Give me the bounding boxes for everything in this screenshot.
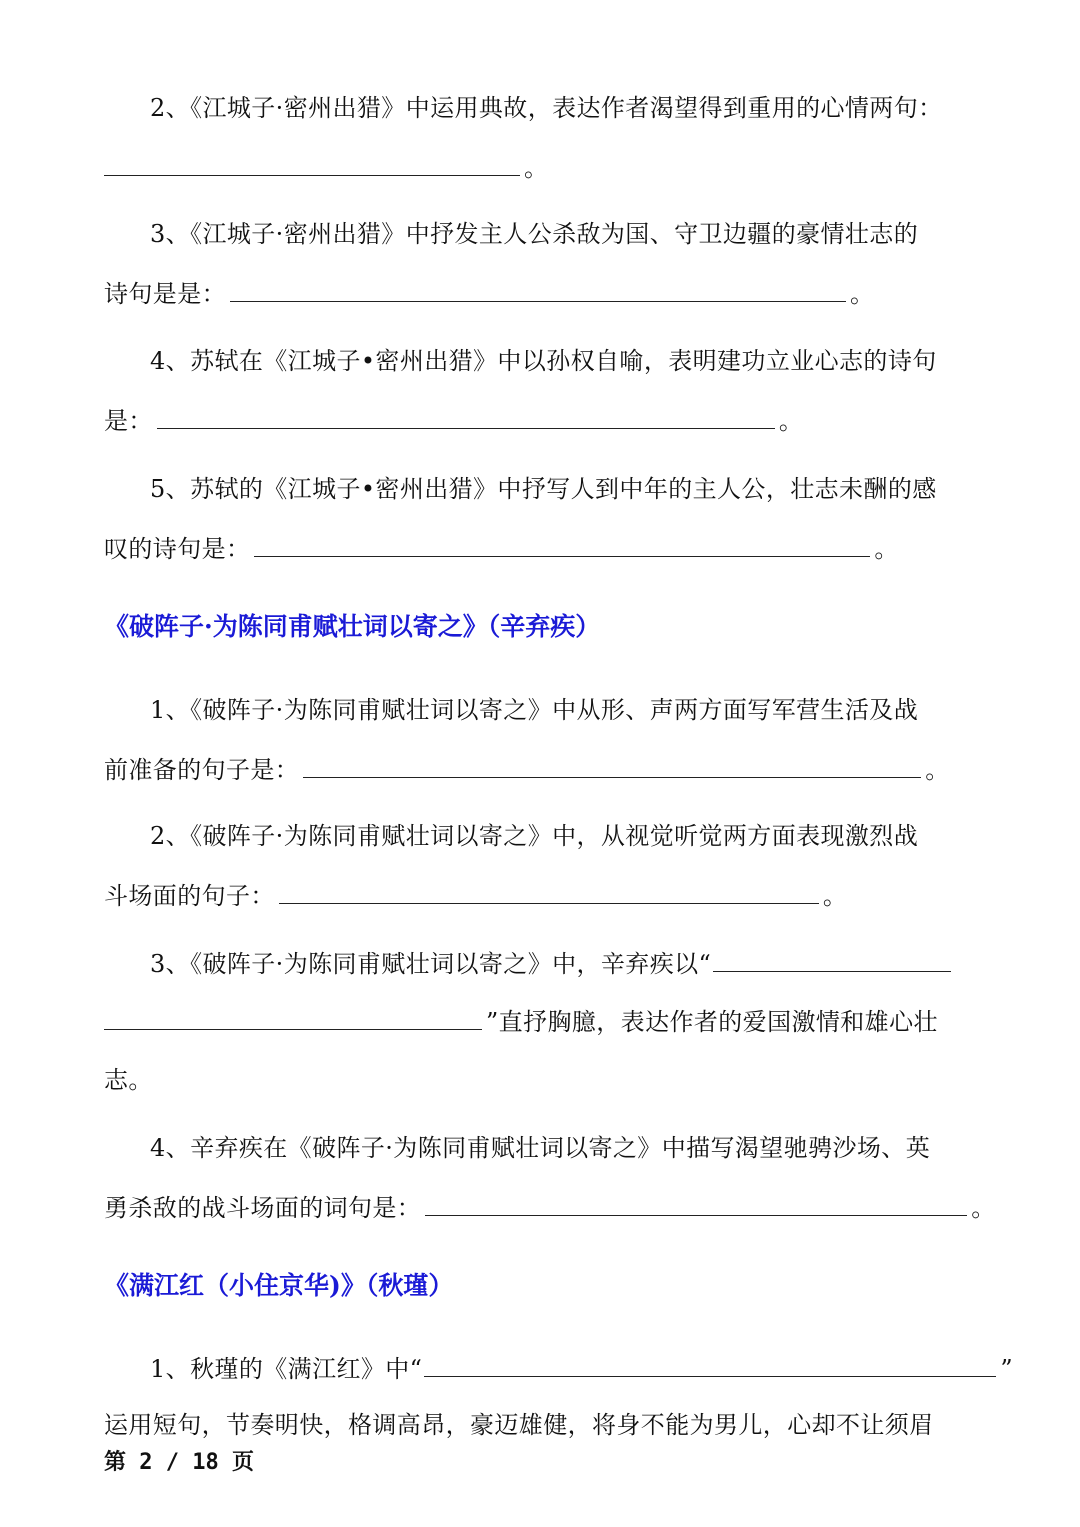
answer-blank[interactable] [279,881,819,904]
question-1-line-2 [104,1409,984,1441]
question-1-line-1 [150,694,984,726]
answer-blank[interactable] [230,279,846,302]
answer-blank[interactable] [157,406,775,429]
question-3-line-3 [104,1064,984,1096]
question-4-line-2 [104,405,984,437]
question-text: 前准备的句子是： [104,756,300,784]
question-1-line-2 [104,754,984,786]
answer-blank[interactable] [424,1354,996,1377]
question-text: 4、苏轼在《江城子•密州出猎》中以孙权自喻，表明建功立业心志的诗句 [150,347,937,375]
answer-blank[interactable] [303,755,921,778]
question-3-line-2 [104,278,984,310]
period: 。 [925,756,950,784]
period: 。 [778,407,804,435]
question-text: 5、苏轼的《江城子•密州出猎》中抒写人到中年的主人公，壮志未酬的感 [150,475,937,503]
question-2-line-2 [104,880,984,912]
question-text: 3、《江城子·密州出猎》中抒发主人公杀敌为国、守卫边疆的豪情壮志的 [150,220,919,248]
question-text: 1、秋瑾的《满江红》中“ [150,1355,423,1383]
question-5-line-2 [104,533,984,565]
question-2-line-2 [104,152,984,184]
question-text: 勇杀敌的战斗场面的词句是： [104,1194,422,1222]
section-heading: 《破阵子·为陈同甫赋壮词以寄之》（辛弃疾） [104,612,601,641]
question-text: 斗场面的句子： [104,882,275,910]
question-text: 1、《破阵子·为陈同甫赋壮词以寄之》中从形、声两方面写军营生活及战 [150,696,919,724]
question-4-line-1 [150,345,984,377]
question-3-line-1 [150,948,984,980]
question-text: 运用短句，节奏明快，格调高昂，豪迈雄健，将身不能为男儿，心却不让须眉 [104,1411,934,1439]
period: 。 [850,280,875,308]
answer-blank[interactable] [713,949,951,972]
answer-blank[interactable] [425,1193,967,1216]
question-text: 3、《破阵子·为陈同甫赋壮词以寄之》中，辛弃疾以“ [150,950,712,978]
period: 。 [822,882,848,910]
period: 。 [874,535,899,563]
question-text: ”直抒胸臆，表达作者的爱国激情和雄心壮 [486,1008,938,1036]
question-text: 叹的诗句是： [104,535,251,563]
answer-blank[interactable] [254,534,870,557]
question-text: 4、辛弃疾在《破阵子·为陈同甫赋壮词以寄之》中描写渴望驰骋沙场、英 [150,1134,931,1162]
period: 。 [971,1194,996,1222]
question-5-line-1 [150,473,984,505]
question-text: 是： [104,407,153,435]
question-text: 诗句是是： [104,280,226,308]
page-number: 第 2 / 18 页 [104,1450,254,1475]
section-heading: 《满江红（小住京华)》（秋瑾） [104,1271,454,1300]
question-text: 2、《破阵子·为陈同甫赋壮词以寄之》中，从视觉听觉两方面表现激烈战 [150,822,919,850]
question-2-line-1 [150,92,984,124]
answer-blank[interactable] [104,153,520,176]
question-4-line-1 [150,1132,984,1164]
question-1-line-1 [150,1353,1014,1385]
period: 。 [524,154,549,182]
question-text: ” [1000,1355,1014,1383]
question-text: 志。 [104,1066,153,1094]
question-2-line-1 [150,820,984,852]
answer-blank[interactable] [104,1007,482,1030]
question-3-line-2 [104,1006,984,1038]
question-3-line-1 [150,218,984,250]
question-text: 2、《江城子·密州出猎》中运用典故，表达作者渴望得到重用的心情两句： [150,94,943,122]
question-4-line-2 [104,1192,996,1224]
